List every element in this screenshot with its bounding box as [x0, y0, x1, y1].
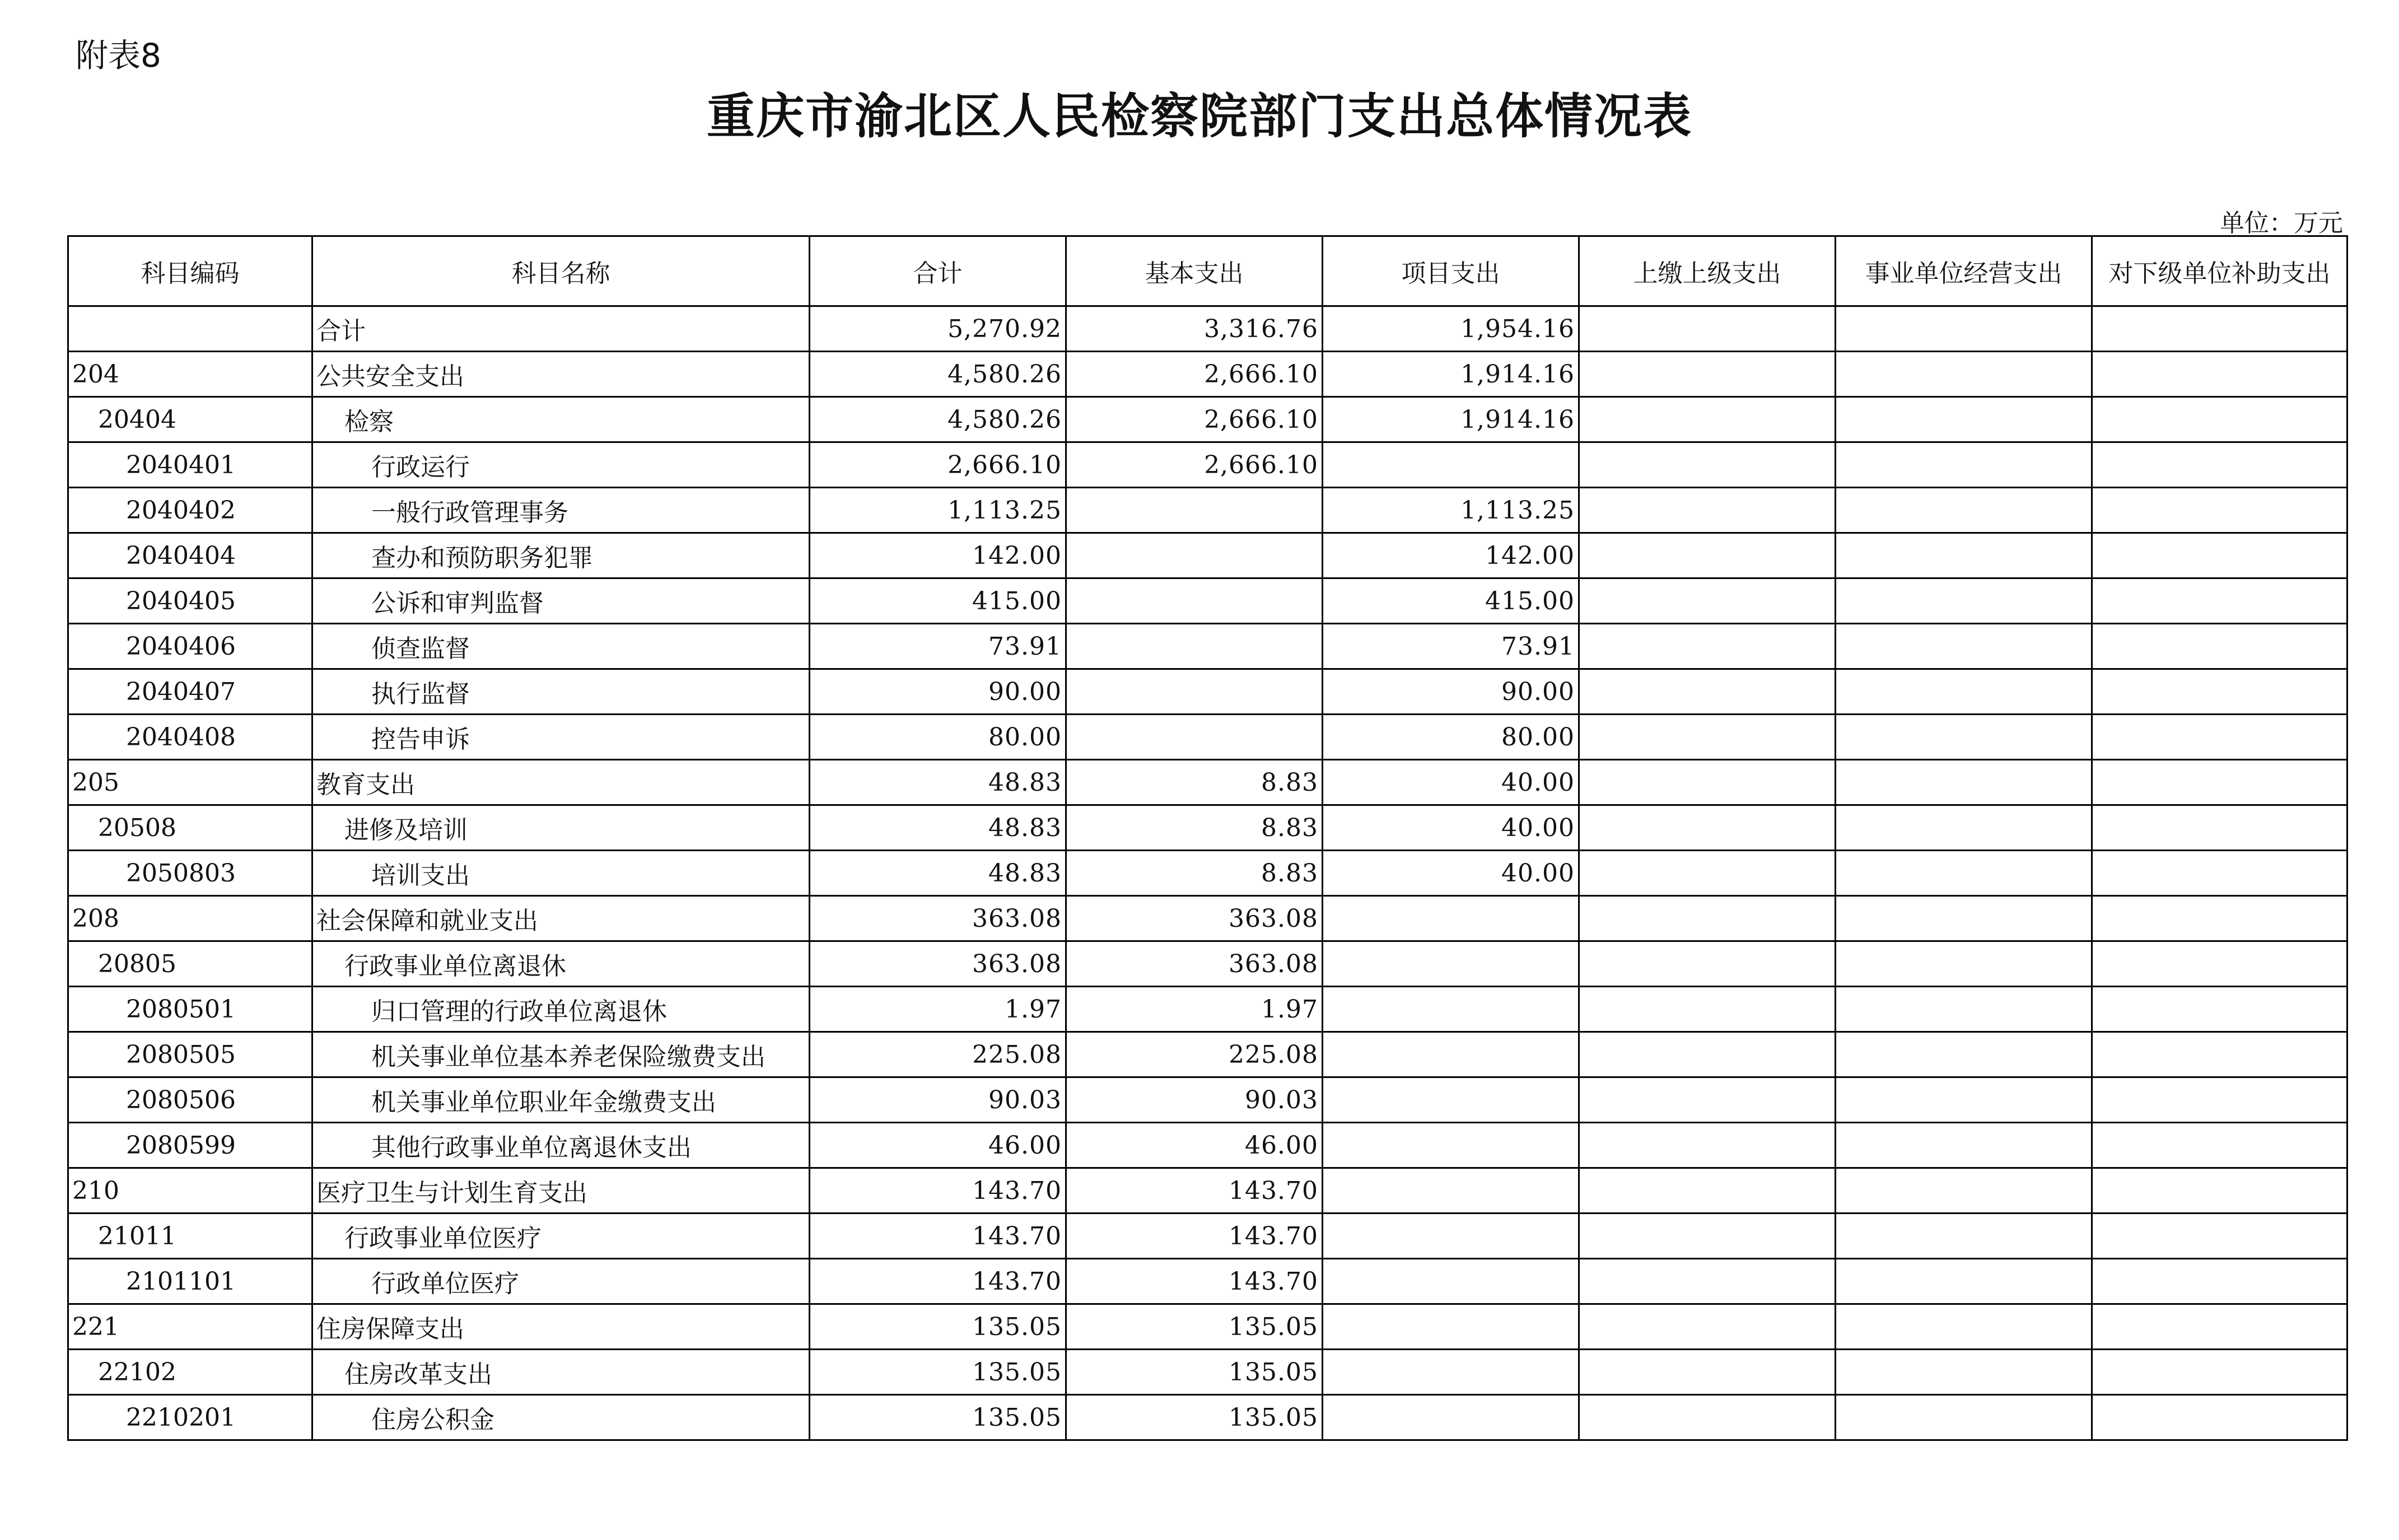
basic-cell: 8.83 [1066, 805, 1323, 851]
table-row [68, 1214, 2347, 1259]
table-row [68, 352, 2347, 397]
code-cell: 2040401 [68, 442, 312, 488]
project-cell [1323, 1168, 1579, 1214]
basic-cell: 2,666.10 [1066, 442, 1323, 488]
column-header-code: 科目编码 [68, 236, 312, 306]
subsidy-cell [2092, 1077, 2347, 1123]
basic-cell: 2,666.10 [1066, 397, 1323, 442]
code-cell: 2101101 [68, 1259, 312, 1304]
table-row [68, 533, 2347, 578]
table-row [68, 1259, 2347, 1304]
total-cell: 90.03 [810, 1077, 1066, 1123]
total-cell: 4,580.26 [810, 397, 1066, 442]
business-cell [1836, 306, 2092, 352]
remit-cell [1579, 578, 1836, 624]
table-row [68, 1304, 2347, 1350]
subsidy-cell [2092, 533, 2347, 578]
name-cell: 归口管理的行政单位离退休 [312, 987, 810, 1032]
name-cell: 控告申诉 [312, 715, 810, 760]
business-cell [1836, 896, 2092, 941]
total-cell: 142.00 [810, 533, 1066, 578]
name-cell: 培训支出 [312, 851, 810, 896]
total-cell: 135.05 [810, 1304, 1066, 1350]
project-cell: 1,954.16 [1323, 306, 1579, 352]
business-cell [1836, 851, 2092, 896]
basic-cell: 135.05 [1066, 1304, 1323, 1350]
subsidy-cell [2092, 578, 2347, 624]
subsidy-cell [2092, 896, 2347, 941]
business-cell [1836, 1395, 2092, 1440]
column-header-subsidy: 对下级单位补助支出 [2092, 236, 2347, 306]
remit-cell [1579, 760, 1836, 805]
remit-cell [1579, 669, 1836, 715]
total-cell: 2,666.10 [810, 442, 1066, 488]
subsidy-cell [2092, 669, 2347, 715]
name-cell: 住房公积金 [312, 1395, 810, 1440]
code-cell: 208 [68, 896, 312, 941]
remit-cell [1579, 805, 1836, 851]
remit-cell [1579, 851, 1836, 896]
project-cell: 1,113.25 [1323, 488, 1579, 533]
remit-cell [1579, 442, 1836, 488]
table-row [68, 1077, 2347, 1123]
total-cell: 415.00 [810, 578, 1066, 624]
remit-cell [1579, 1032, 1836, 1077]
basic-cell [1066, 578, 1323, 624]
subsidy-cell [2092, 851, 2347, 896]
column-header-basic: 基本支出 [1066, 236, 1323, 306]
code-cell: 2040405 [68, 578, 312, 624]
attachment-label: 附表8 [76, 36, 161, 74]
name-cell: 社会保障和就业支出 [312, 896, 810, 941]
subsidy-cell [2092, 624, 2347, 669]
remit-cell [1579, 397, 1836, 442]
subsidy-cell [2092, 987, 2347, 1032]
project-cell [1323, 941, 1579, 987]
subsidy-cell [2092, 1123, 2347, 1168]
project-cell [1323, 1123, 1579, 1168]
code-cell: 20508 [68, 805, 312, 851]
remit-cell [1579, 1259, 1836, 1304]
table-row [68, 442, 2347, 488]
basic-cell: 46.00 [1066, 1123, 1323, 1168]
code-cell: 204 [68, 352, 312, 397]
name-cell: 检察 [312, 397, 810, 442]
project-cell: 40.00 [1323, 805, 1579, 851]
total-cell: 5,270.92 [810, 306, 1066, 352]
name-cell: 行政事业单位医疗 [312, 1214, 810, 1259]
project-cell [1323, 442, 1579, 488]
table-header-row [68, 236, 2347, 306]
table-row [68, 1168, 2347, 1214]
total-cell: 135.05 [810, 1395, 1066, 1440]
code-cell: 2040402 [68, 488, 312, 533]
business-cell [1836, 533, 2092, 578]
page-title: 重庆市渝北区人民检察院部门支出总体情况表 [707, 88, 1692, 144]
table-row [68, 578, 2347, 624]
project-cell [1323, 1032, 1579, 1077]
column-header-remit: 上缴上级支出 [1579, 236, 1836, 306]
project-cell: 80.00 [1323, 715, 1579, 760]
subsidy-cell [2092, 715, 2347, 760]
name-cell: 其他行政事业单位离退休支出 [312, 1123, 810, 1168]
total-cell: 363.08 [810, 896, 1066, 941]
column-header-business: 事业单位经营支出 [1836, 236, 2092, 306]
table-row [68, 1395, 2347, 1440]
subsidy-cell [2092, 1304, 2347, 1350]
code-cell: 21011 [68, 1214, 312, 1259]
column-header-project: 项目支出 [1323, 236, 1579, 306]
code-cell: 2080506 [68, 1077, 312, 1123]
table-row [68, 896, 2347, 941]
basic-cell: 8.83 [1066, 760, 1323, 805]
code-cell: 22102 [68, 1350, 312, 1395]
total-cell: 135.05 [810, 1350, 1066, 1395]
code-cell: 2080501 [68, 987, 312, 1032]
name-cell: 执行监督 [312, 669, 810, 715]
business-cell [1836, 987, 2092, 1032]
project-cell: 142.00 [1323, 533, 1579, 578]
basic-cell [1066, 488, 1323, 533]
name-cell: 行政事业单位离退休 [312, 941, 810, 987]
name-cell: 公共安全支出 [312, 352, 810, 397]
name-cell: 合计 [312, 306, 810, 352]
basic-cell: 143.70 [1066, 1259, 1323, 1304]
basic-cell [1066, 715, 1323, 760]
code-cell: 2210201 [68, 1395, 312, 1440]
name-cell: 机关事业单位职业年金缴费支出 [312, 1077, 810, 1123]
remit-cell [1579, 1168, 1836, 1214]
project-cell: 40.00 [1323, 851, 1579, 896]
project-cell: 40.00 [1323, 760, 1579, 805]
name-cell: 行政运行 [312, 442, 810, 488]
name-cell: 查办和预防职务犯罪 [312, 533, 810, 578]
remit-cell [1579, 488, 1836, 533]
total-cell: 73.91 [810, 624, 1066, 669]
project-cell: 415.00 [1323, 578, 1579, 624]
remit-cell [1579, 1077, 1836, 1123]
business-cell [1836, 352, 2092, 397]
business-cell [1836, 1350, 2092, 1395]
business-cell [1836, 1214, 2092, 1259]
business-cell [1836, 1304, 2092, 1350]
total-cell: 363.08 [810, 941, 1066, 987]
total-cell: 143.70 [810, 1214, 1066, 1259]
subsidy-cell [2092, 306, 2347, 352]
total-cell: 143.70 [810, 1168, 1066, 1214]
basic-cell: 363.08 [1066, 896, 1323, 941]
basic-cell: 135.05 [1066, 1395, 1323, 1440]
code-cell: 210 [68, 1168, 312, 1214]
code-cell: 2080599 [68, 1123, 312, 1168]
subsidy-cell [2092, 352, 2347, 397]
project-cell [1323, 1350, 1579, 1395]
project-cell [1323, 896, 1579, 941]
basic-cell: 363.08 [1066, 941, 1323, 987]
remit-cell [1579, 896, 1836, 941]
remit-cell [1579, 1304, 1836, 1350]
total-cell: 48.83 [810, 760, 1066, 805]
code-cell: 20404 [68, 397, 312, 442]
name-cell: 住房改革支出 [312, 1350, 810, 1395]
total-cell: 225.08 [810, 1032, 1066, 1077]
project-cell [1323, 987, 1579, 1032]
subsidy-cell [2092, 488, 2347, 533]
remit-cell [1579, 1214, 1836, 1259]
subsidy-cell [2092, 805, 2347, 851]
code-cell: 2050803 [68, 851, 312, 896]
name-cell: 机关事业单位基本养老保险缴费支出 [312, 1032, 810, 1077]
name-cell: 行政单位医疗 [312, 1259, 810, 1304]
project-cell [1323, 1304, 1579, 1350]
total-cell: 48.83 [810, 851, 1066, 896]
business-cell [1836, 1077, 2092, 1123]
basic-cell: 225.08 [1066, 1032, 1323, 1077]
unit-label: 单位：万元 [2220, 209, 2343, 237]
total-cell: 143.70 [810, 1259, 1066, 1304]
table-row [68, 669, 2347, 715]
name-cell: 公诉和审判监督 [312, 578, 810, 624]
total-cell: 90.00 [810, 669, 1066, 715]
column-header-total: 合计 [810, 236, 1066, 306]
business-cell [1836, 760, 2092, 805]
remit-cell [1579, 715, 1836, 760]
remit-cell [1579, 1395, 1836, 1440]
project-cell [1323, 1214, 1579, 1259]
basic-cell: 143.70 [1066, 1214, 1323, 1259]
name-cell: 医疗卫生与计划生育支出 [312, 1168, 810, 1214]
business-cell [1836, 578, 2092, 624]
table-row [68, 1032, 2347, 1077]
subsidy-cell [2092, 1032, 2347, 1077]
table-row [68, 306, 2347, 352]
remit-cell [1579, 624, 1836, 669]
basic-cell [1066, 624, 1323, 669]
business-cell [1836, 941, 2092, 987]
basic-cell: 1.97 [1066, 987, 1323, 1032]
table-row [68, 715, 2347, 760]
business-cell [1836, 805, 2092, 851]
remit-cell [1579, 1350, 1836, 1395]
remit-cell [1579, 306, 1836, 352]
subsidy-cell [2092, 1259, 2347, 1304]
table-row [68, 488, 2347, 533]
basic-cell: 90.03 [1066, 1077, 1323, 1123]
business-cell [1836, 1168, 2092, 1214]
business-cell [1836, 669, 2092, 715]
remit-cell [1579, 1123, 1836, 1168]
basic-cell [1066, 533, 1323, 578]
name-cell: 教育支出 [312, 760, 810, 805]
table-row [68, 1350, 2347, 1395]
basic-cell: 135.05 [1066, 1350, 1323, 1395]
name-cell: 侦查监督 [312, 624, 810, 669]
total-cell: 1.97 [810, 987, 1066, 1032]
subsidy-cell [2092, 397, 2347, 442]
project-cell: 1,914.16 [1323, 397, 1579, 442]
code-cell: 2040407 [68, 669, 312, 715]
business-cell [1836, 442, 2092, 488]
table-row [68, 941, 2347, 987]
project-cell [1323, 1077, 1579, 1123]
table-row [68, 1123, 2347, 1168]
subsidy-cell [2092, 760, 2347, 805]
business-cell [1836, 1032, 2092, 1077]
project-cell: 1,914.16 [1323, 352, 1579, 397]
code-cell: 2040404 [68, 533, 312, 578]
subsidy-cell [2092, 941, 2347, 987]
basic-cell: 3,316.76 [1066, 306, 1323, 352]
basic-cell: 2,666.10 [1066, 352, 1323, 397]
code-cell: 221 [68, 1304, 312, 1350]
table-body [68, 306, 2347, 1440]
business-cell [1836, 624, 2092, 669]
remit-cell [1579, 941, 1836, 987]
code-cell: 2040408 [68, 715, 312, 760]
remit-cell [1579, 533, 1836, 578]
table-row [68, 624, 2347, 669]
name-cell: 一般行政管理事务 [312, 488, 810, 533]
subsidy-cell [2092, 1168, 2347, 1214]
project-cell: 73.91 [1323, 624, 1579, 669]
code-cell: 2040406 [68, 624, 312, 669]
project-cell [1323, 1395, 1579, 1440]
table-row [68, 851, 2347, 896]
business-cell [1836, 488, 2092, 533]
business-cell [1836, 1123, 2092, 1168]
business-cell [1836, 1259, 2092, 1304]
table-row [68, 987, 2347, 1032]
code-cell: 2080505 [68, 1032, 312, 1077]
total-cell: 48.83 [810, 805, 1066, 851]
total-cell: 1,113.25 [810, 488, 1066, 533]
subsidy-cell [2092, 442, 2347, 488]
name-cell: 进修及培训 [312, 805, 810, 851]
subsidy-cell [2092, 1395, 2347, 1440]
table-row [68, 805, 2347, 851]
table-row [68, 760, 2347, 805]
subsidy-cell [2092, 1214, 2347, 1259]
code-cell [68, 306, 312, 352]
basic-cell [1066, 669, 1323, 715]
basic-cell: 143.70 [1066, 1168, 1323, 1214]
remit-cell [1579, 352, 1836, 397]
business-cell [1836, 397, 2092, 442]
total-cell: 46.00 [810, 1123, 1066, 1168]
code-cell: 20805 [68, 941, 312, 987]
subsidy-cell [2092, 1350, 2347, 1395]
name-cell: 住房保障支出 [312, 1304, 810, 1350]
project-cell: 90.00 [1323, 669, 1579, 715]
total-cell: 80.00 [810, 715, 1066, 760]
table-row [68, 397, 2347, 442]
remit-cell [1579, 987, 1836, 1032]
project-cell [1323, 1259, 1579, 1304]
total-cell: 4,580.26 [810, 352, 1066, 397]
expenditure-table [67, 235, 2348, 1441]
business-cell [1836, 715, 2092, 760]
column-header-name: 科目名称 [312, 236, 810, 306]
code-cell: 205 [68, 760, 312, 805]
basic-cell: 8.83 [1066, 851, 1323, 896]
